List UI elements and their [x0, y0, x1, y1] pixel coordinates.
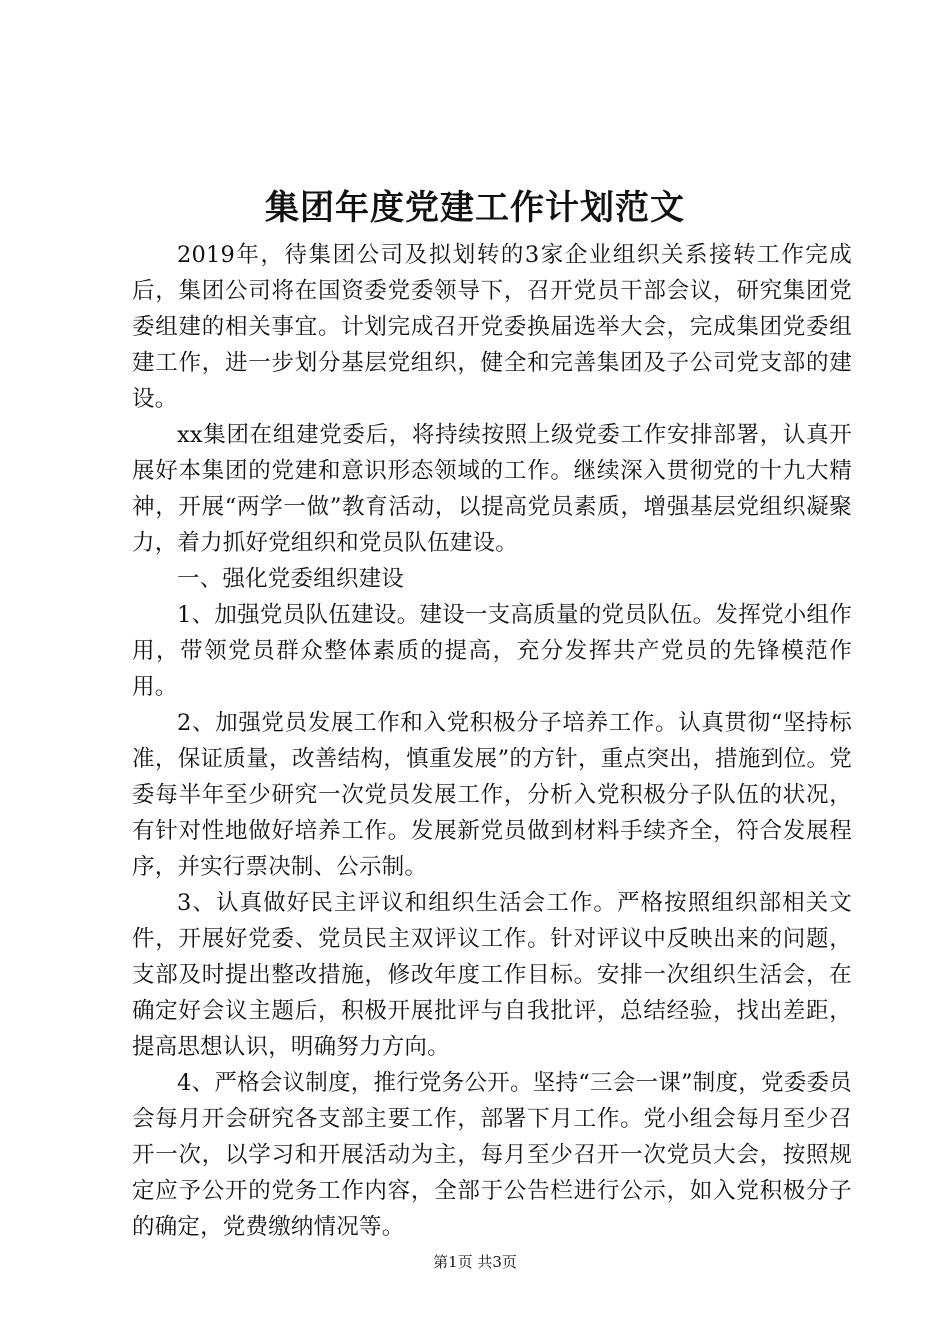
paragraph-item-4: 4、严格会议制度，推行党务公开。坚持“三会一课”制度，党委委员会每月开会研究各支部主要工作，部署下月工作。党小组会每月至少召开一次，以学习和开展活动为主，每月至少召开一次党员大会，按照规定应予公开的党务工作内容，全部于公告栏进行公示，如入党积极分子的确定，党费缴纳情况等。 — [132, 1070, 852, 1240]
paragraph-item-2: 2、加强党员发展工作和入党积极分子培养工作。认真贯彻“坚持标准，保证质量，改善结构，慎重发展”的方针，重点突出，措施到位。党委每半年至少研究一次党员发展工作，分析入党积极分子队伍的状况，有针对性地做好培养工作。发展新党员做到材料手续齐全，符合发展程序，并实行票决制、公示制。 — [132, 710, 852, 880]
paragraph-item-1: 1、加强党员队伍建设。建设一支高质量的党员队伍。发挥党小组作用，带领党员群众整体素质的提高，充分发挥共产党员的先锋模范作用。 — [132, 602, 852, 700]
paragraph-overview: xx集团在组建党委后，将持续按照上级党委工作安排部署，认真开展好本集团的党建和意识形态领域的工作。继续深入贯彻党的十九大精神，开展“两学一做”教育活动，以提高党员素质，增强基层党组织凝聚力，着力抓好党组织和党员队伍建设。 — [132, 422, 852, 556]
paragraph-item-3: 3、认真做好民主评议和组织生活会工作。严格按照组织部相关文件，开展好党委、党员民主双评议工作。针对评议中反映出来的问题，支部及时提出整改措施，修改年度工作目标。安排一次组织生活会，在确定好会议主题后，积极开展批评与自我批评，总结经验，找出差距，提高思想认识，明确努力方向。 — [132, 890, 852, 1060]
page-footer: 第1页 共3页 — [433, 1253, 517, 1271]
document-title: 集团年度党建工作计划范文 — [265, 188, 685, 228]
section-heading-1: 一、强化党委组织建设 — [177, 566, 405, 592]
paragraph-intro: 2019年，待集团公司及拟划转的3家企业组织关系接转工作完成后，集团公司将在国资委党委领导下，召开党员干部会议，研究集团党委组建的相关事宜。计划完成召开党委换届选举大会，完成集团党委组建工作，进一步划分基层党组织，健全和完善集团及子公司党支部的建设。 — [132, 242, 852, 412]
document-body — [132, 237, 852, 1245]
